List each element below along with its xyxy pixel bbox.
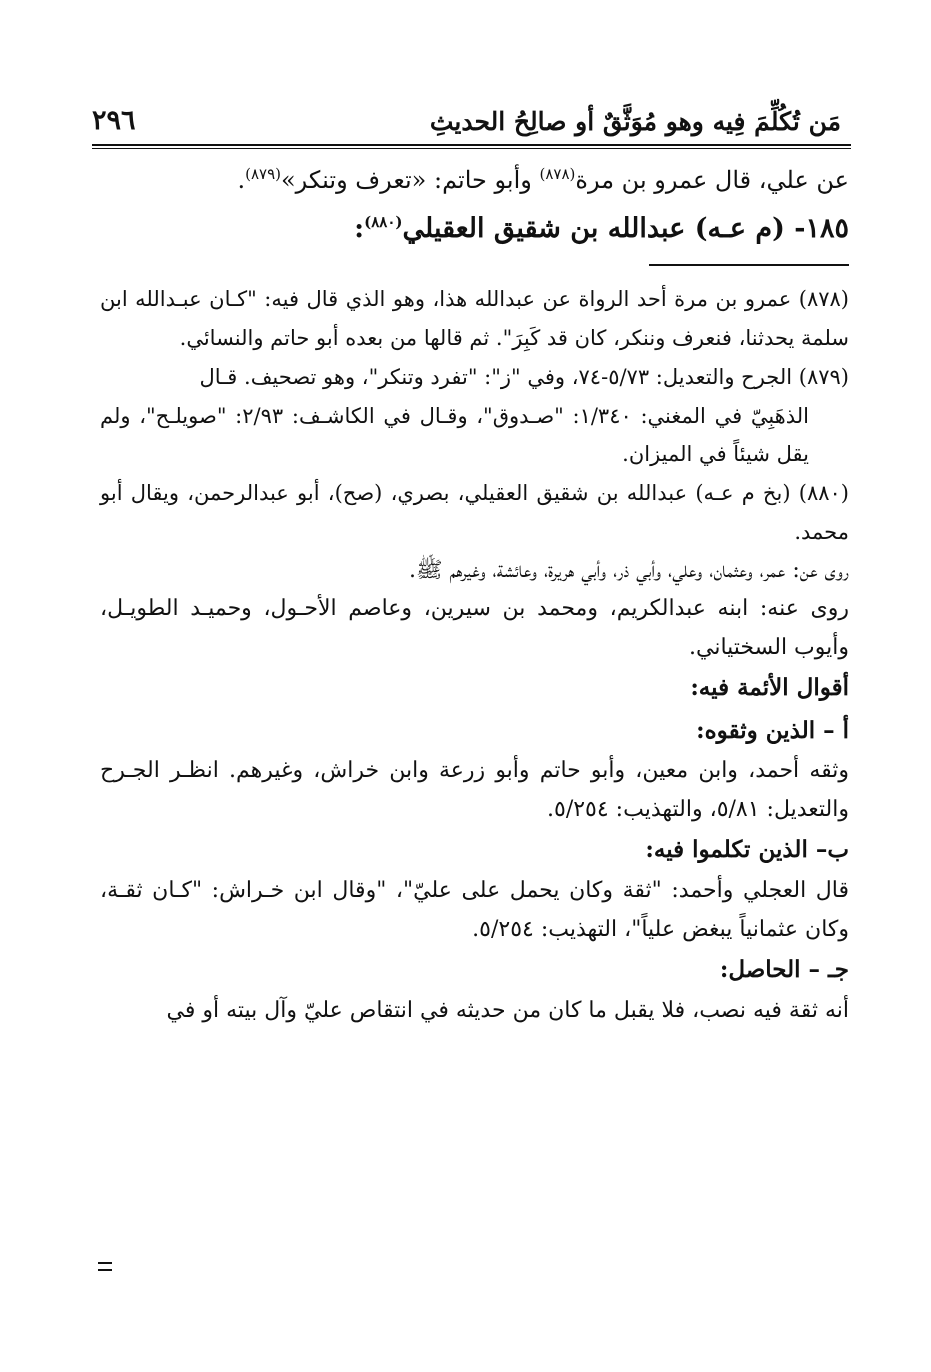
main-text-part2: وأبو حاتم: «تعرف وتنكر» bbox=[280, 166, 540, 194]
running-title: مَن تُكُلِّمَ فِيه وهو مُوَثَّقٌ أو صالِحُ الحديثِ bbox=[429, 107, 841, 136]
footnote-ref-878[interactable]: (٨٧٨) bbox=[539, 165, 576, 183]
header-rule bbox=[92, 144, 851, 149]
section-b-heading: ب– الذين تكلموا فيه: bbox=[645, 836, 849, 864]
section-c-heading: جـ – الحاصل: bbox=[719, 956, 849, 984]
footnote-880: (٨٨٠) (بخ م عـه) عبدالله بن شقيق العقيلي، بصري، (صح)، أبو عبدالرحمن، ويقال أبو محمد. bbox=[100, 481, 849, 545]
footnote-879: (٨٧٩) الجرح والتعديل: ٥/٧٣-٧٤، وفي "ز": "تفرد وتنكر"، وهو تصحيف. قـال bbox=[199, 364, 849, 389]
page-content bbox=[100, 160, 849, 1029]
page-header bbox=[92, 84, 841, 136]
narrated-from: روى عن: عمر، وعثمان، وعلي، وأبي ذر، وأبي هريرة، وعائشة، وغيرهم ﷺ. bbox=[408, 557, 849, 583]
page-number: ٢٩٦ bbox=[92, 105, 136, 136]
narrated-by: روى عنه: ابنه عبدالكريم، ومحمد بن سيرين، وعاصم الأحـول، وحميـد الطويـل، وأيوب السختياني. bbox=[100, 596, 849, 660]
main-text-end: . bbox=[237, 166, 246, 194]
main-text-part1: عن علي، قال عمرو بن مرة bbox=[575, 166, 849, 194]
footnote-ref-879[interactable]: (٨٧٩) bbox=[245, 165, 281, 183]
entry-title-text: ١٨٥- (م عـه) عبدالله بن شقيق العقيلي bbox=[402, 212, 849, 244]
section-a-text: وثقه أحمد، وابن معين، وأبو حاتم وأبو زرعة وابن خراش، وغيرهم. انظـر الجـرح والتعديل: ٥/٨١، والتهذيب: ٥/٢٥٤. bbox=[100, 758, 849, 822]
entry-title bbox=[100, 207, 849, 250]
footnotes-separator bbox=[649, 264, 849, 266]
section-b-text: قال العجلي وأحمد: "ثقة وكان يحمل على عليّ"، "وقال ابن خـراش: "كـان ثقـة، وكان عثمانياً يبغض علياً"، التهذيب: ٥/٢٥٤. bbox=[100, 878, 849, 942]
footnote-879-continued: الذهَبِيّ في المغني: ١/٣٤٠: "صـدوق"، وقـال في الكاشـف: ٢/٩٣: "صويلـح"، ولم يقل شيئاً في الميزان. bbox=[100, 403, 809, 467]
imams-sayings-heading: أقوال الأئمة فيه: bbox=[690, 674, 849, 702]
footnote-878: (٨٧٨) عمرو بن مرة أحد الرواة عن عبدالله هذا، وهو الذي قال فيه: "كـان عبـدالله ابن سلمة يحدثنا، فنعرف وننكر، كان قد كَبِرَ". ثم قالها من بعده أبو حاتم والنسائي. bbox=[100, 286, 849, 350]
section-a-heading: أ – الذين وثقوه: bbox=[696, 716, 849, 744]
section-c-text: أنه ثقة فيه نصب، فلا يقبل ما كان من حديثه في انتقاص عليّ وآل بيته أو في bbox=[166, 997, 849, 1023]
main-text-line bbox=[100, 160, 849, 201]
continuation-mark bbox=[98, 1262, 112, 1271]
entry-title-end: : bbox=[354, 212, 365, 244]
footnote-ref-880[interactable]: (٨٨٠) bbox=[364, 212, 403, 231]
